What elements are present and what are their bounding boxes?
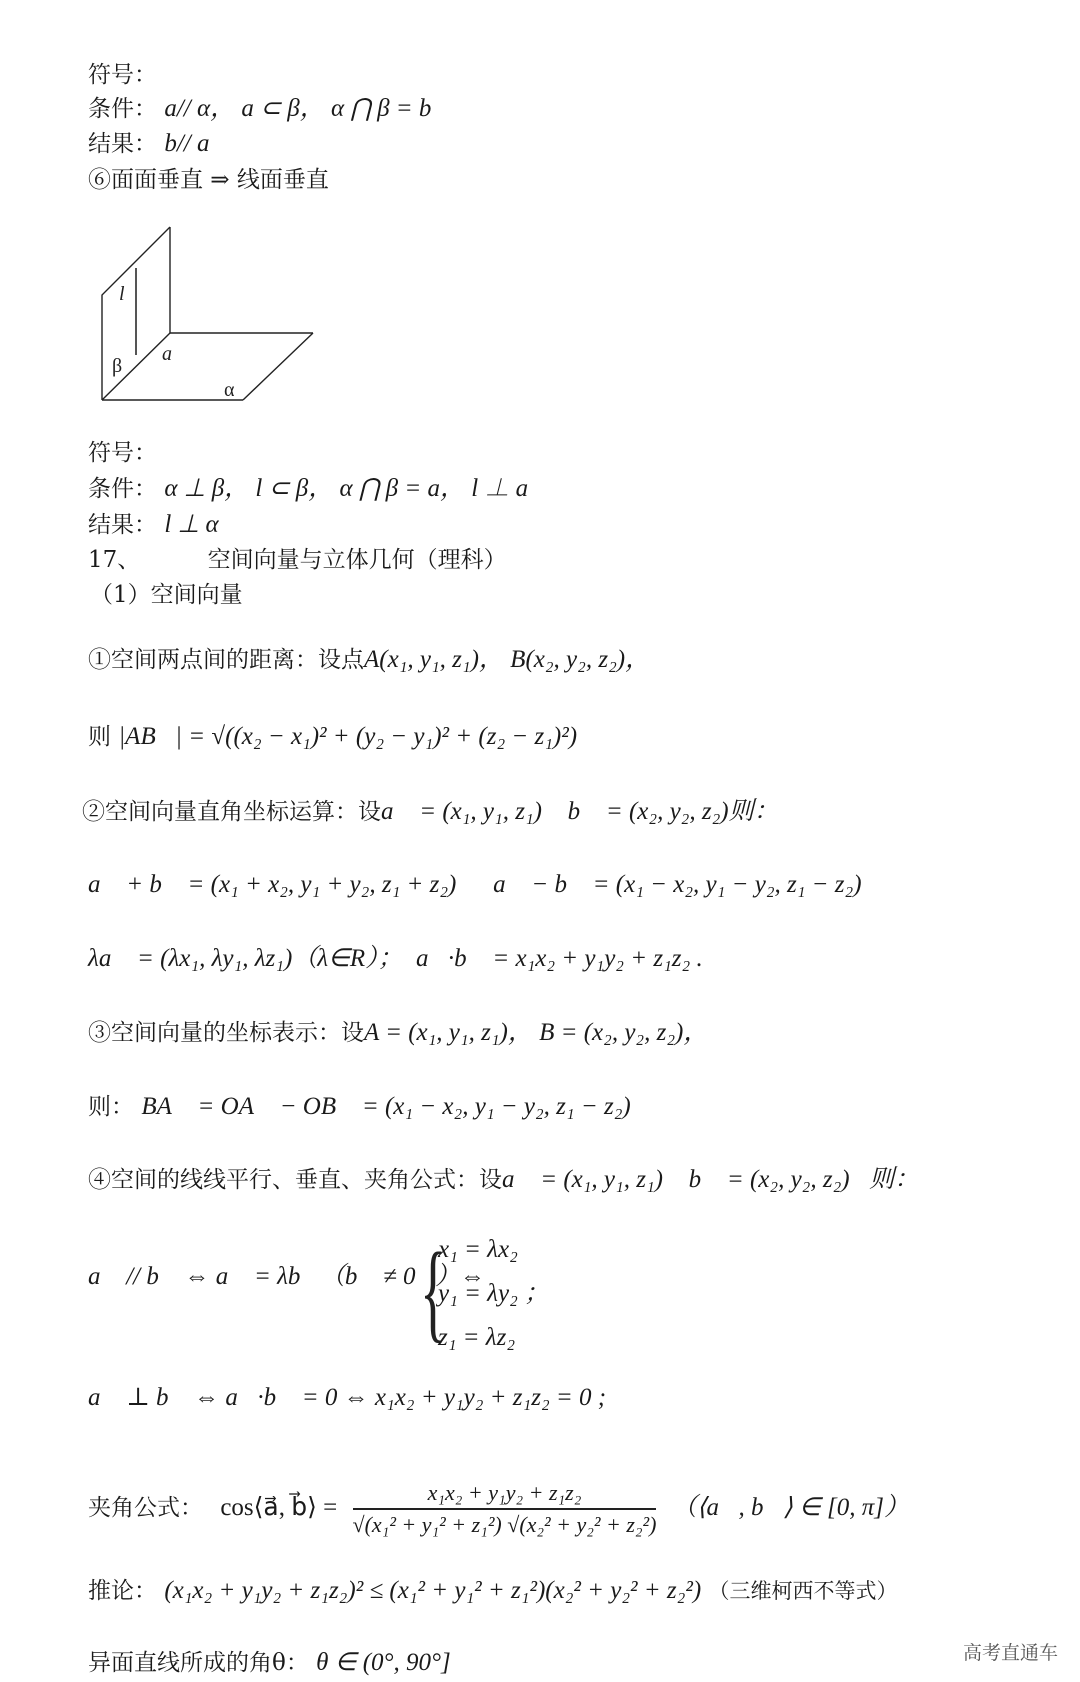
angle-lhs: cos⟨a⃗, b⃗⟩ =	[220, 1494, 338, 1521]
result-label: 结果：	[88, 512, 157, 538]
result-line-2	[88, 510, 219, 540]
corollary-note: （三维柯西不等式）	[708, 1579, 898, 1603]
parallel-system	[438, 1228, 549, 1360]
system-eq-x: x₁ = λx₂	[438, 1236, 518, 1263]
angle-label: 夹角公式：	[88, 1495, 203, 1521]
corollary-line	[88, 1576, 897, 1606]
result-math: l ⊥ α	[164, 511, 219, 538]
vector-sum: a⃗ + b⃗ = (x₁ + x₂, y₁ + y₂, z₁ + z₂)；	[88, 871, 476, 898]
item2-scalar-dot	[88, 944, 703, 974]
plane-perpendicular-diagram	[90, 215, 330, 415]
condition-label: 条件：	[88, 476, 157, 502]
perpendicular-condition	[88, 1383, 606, 1413]
corollary-label: 推论：	[88, 1578, 157, 1604]
item2-text: ②空间向量直角坐标运算：设	[82, 799, 381, 825]
condition-math: α ⊥ β， l ⊂ β， α ⋂ β = a， l ⊥ a	[164, 475, 529, 502]
formula-prefix: 则	[88, 724, 111, 750]
item1-math: A(x₁, y₁, z₁)， B(x₂, y₂, z₂)，	[364, 646, 651, 673]
condition-math: a// α， a ⊂ β， α ⋂ β = b	[164, 95, 432, 122]
symbol-label-2: 符号：	[88, 440, 157, 466]
subsection-heading: （1）空间向量	[90, 582, 243, 608]
formula-prefix: 则：	[88, 1094, 134, 1120]
item4-line	[88, 1165, 919, 1195]
skew-range: θ ∈ (0°, 90°]	[316, 1649, 451, 1676]
system-eq-y: y₁ = λy₂ ；	[438, 1280, 550, 1307]
perpendicular-formula: a⃗ ⊥ b⃗ ⇔ a⃗·b⃗ = 0 ⇔ x₁x₂ + y₁y₂ + z₁z₂ = 0 ;	[88, 1384, 607, 1411]
skew-angle-line	[88, 1648, 451, 1678]
item3-text: ③空间向量的坐标表示：设	[88, 1020, 364, 1046]
vector-ba-formula: BA⃗ = OA⃗ − OB⃗ = (x₁ − x₂, y₁ − y₂, z₁ − z₂)	[141, 1093, 631, 1120]
cauchy-inequality: (x₁x₂ + y₁y₂ + z₁z₂)² ≤ (x₁² + y₁² + z₁²)(x₂² + y₂² + z₂²)	[164, 1577, 702, 1604]
item6-title: ⑥面面垂直 ⇒ 线面垂直	[88, 167, 329, 193]
item3-formula	[88, 1092, 631, 1122]
system-eq-z: z₁ = λz₂	[438, 1324, 516, 1351]
result-label: 结果：	[88, 131, 157, 157]
item4-text: ④空间的线线平行、垂直、夹角公式：设	[88, 1167, 502, 1193]
fraction-denominator: √(x₁² + y₁² + z₁²) √(x₂² + y₂² + z₂²)	[352, 1512, 657, 1537]
item2-line	[82, 797, 779, 827]
vector-diff: a⃗ − b⃗ = (x₁ − x₂, y₁ − y₂, z₁ − z₂)；	[493, 871, 881, 898]
condition-label: 条件：	[88, 96, 157, 122]
label-alpha: α	[224, 379, 235, 401]
item1-formula	[88, 722, 577, 752]
result-math: b// a	[164, 130, 210, 157]
label-l: l	[119, 283, 125, 305]
fraction-numerator: x₁x₂ + y₁y₂ + z₁z₂	[353, 1478, 657, 1510]
condition-line	[88, 94, 431, 124]
condition-line-2	[88, 474, 528, 504]
label-beta: β	[112, 355, 123, 377]
angle-range: （⟨a⃗, b⃗⟩ ∈ [0, π]）	[671, 1494, 909, 1521]
distance-formula: |AB⃗| = √((x₂ − x₁)² + (y₂ − y₁)² + (z₂ − z₁)²)	[118, 723, 578, 750]
result-line	[88, 129, 209, 159]
watermark: 高考直通车	[962, 1642, 1058, 1664]
label-a: a	[162, 343, 172, 365]
item1-line	[88, 645, 650, 675]
item2-sum-diff	[88, 870, 881, 900]
brace-icon: {	[420, 1230, 447, 1352]
dot-product: a⃗·b⃗ = x₁x₂ + y₁y₂ + z₁z₂ .	[415, 945, 703, 972]
item1-text: ①空间两点间的距离：设点	[88, 647, 364, 673]
section-title: 空间向量与立体几何（理科）	[207, 547, 507, 573]
section-number: 17、	[88, 547, 141, 573]
symbol-label: 符号：	[88, 62, 157, 88]
item3-line	[88, 1018, 708, 1048]
skew-label: 异面直线所成的角θ：	[88, 1650, 309, 1676]
item4-math: a⃗ = (x₁, y₁, z₁)， b⃗ = (x₂, y₂, z₂)，则：	[502, 1166, 920, 1193]
scalar-mult: λa⃗ = (λx₁, λy₁, λz₁)（λ∈R）；	[88, 945, 403, 972]
parallel-formula: a⃗ // b⃗ ⇔ a⃗ = λb⃗（b⃗ ≠ 0⃗）⇔	[88, 1263, 485, 1290]
angle-fraction	[353, 1478, 657, 1540]
section-17-heading	[88, 545, 507, 575]
item2-math: a⃗ = (x₁, y₁, z₁)， b⃗ = (x₂, y₂, z₂)则：	[381, 798, 779, 825]
angle-formula-line	[88, 1478, 909, 1540]
item3-math: A = (x₁, y₁, z₁)， B = (x₂, y₂, z₂)，	[364, 1019, 709, 1046]
